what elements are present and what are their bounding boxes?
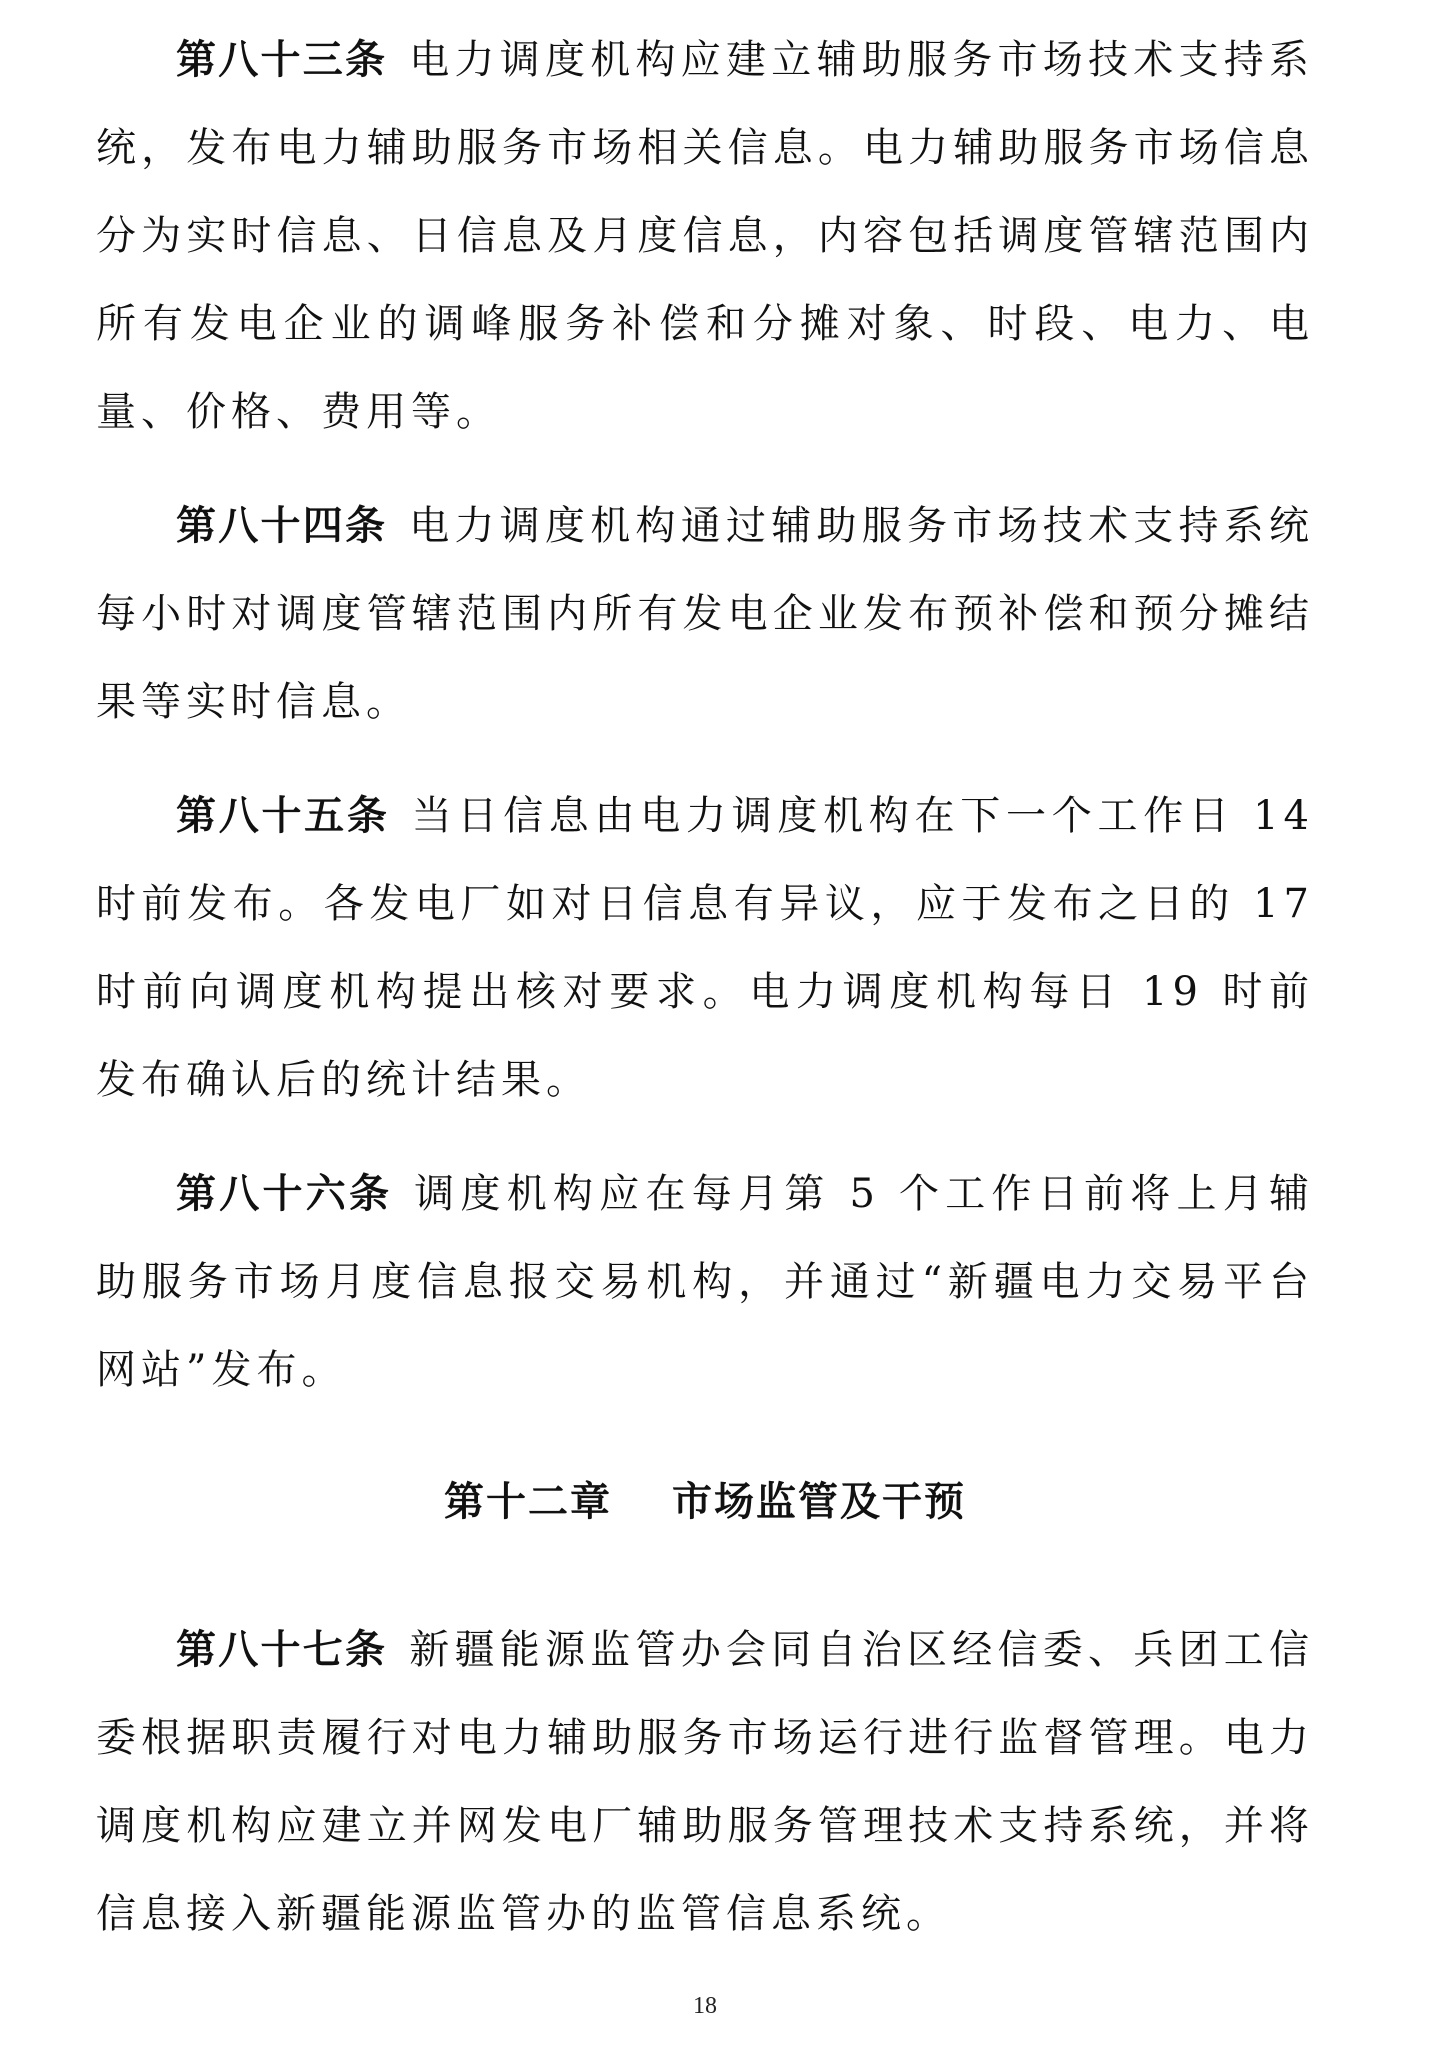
article-number: 第八十四条 — [176, 503, 388, 549]
article-text: 调度机构应在每月第 5 个工作日前将上月辅助服务市场月度信息报交易机构，并通过“新疆电力交易平台网站”发布。 — [96, 1171, 1314, 1393]
article-87 — [96, 1606, 1314, 1958]
article-paragraph — [96, 1606, 1314, 1958]
chapter-number: 第十二章 — [444, 1479, 612, 1525]
article-number: 第八十六条 — [176, 1171, 393, 1217]
article-text: 当日信息由电力调度机构在下一个工作日 14 时前发布。各发电厂如对日信息有异议，应于发布之日的 17 时前向调度机构提出核对要求。电力调度机构每日 19 时前发布确认后的统计结果。 — [96, 793, 1314, 1103]
document-page — [96, 0, 1314, 2049]
page-number: 18 — [693, 1993, 717, 2019]
chapter-heading — [96, 1472, 1314, 1532]
article-number: 第八十五条 — [176, 793, 390, 839]
article-text: 电力调度机构应建立辅助服务市场技术支持系统，发布电力辅助服务市场相关信息。电力辅助服务市场信息分为实时信息、日信息及月度信息，内容包括调度管辖范围内所有发电企业的调峰服务补偿和分摊对象、时段、电力、电量、价格、费用等。 — [96, 37, 1314, 435]
article-number: 第八十三条 — [176, 37, 388, 83]
article-paragraph — [96, 1150, 1314, 1414]
article-paragraph — [96, 772, 1314, 1124]
article-text: 新疆能源监管办会同自治区经信委、兵团工信委根据职责履行对电力辅助服务市场运行进行监督管理。电力调度机构应建立并网发电厂辅助服务管理技术支持系统，并将信息接入新疆能源监管办的监管信息系统。 — [96, 1627, 1314, 1937]
article-paragraph — [96, 16, 1314, 456]
article-85 — [96, 772, 1314, 1124]
article-text: 电力调度机构通过辅助服务市场技术支持系统每小时对调度管辖范围内所有发电企业发布预补偿和预分摊结果等实时信息。 — [96, 503, 1314, 725]
article-list — [96, 16, 1314, 1984]
article-84 — [96, 482, 1314, 746]
chapter-title: 市场监管及干预 — [672, 1479, 966, 1525]
article-86 — [96, 1150, 1314, 1414]
article-83 — [96, 16, 1314, 456]
article-number: 第八十七条 — [176, 1627, 388, 1673]
article-paragraph — [96, 482, 1314, 746]
